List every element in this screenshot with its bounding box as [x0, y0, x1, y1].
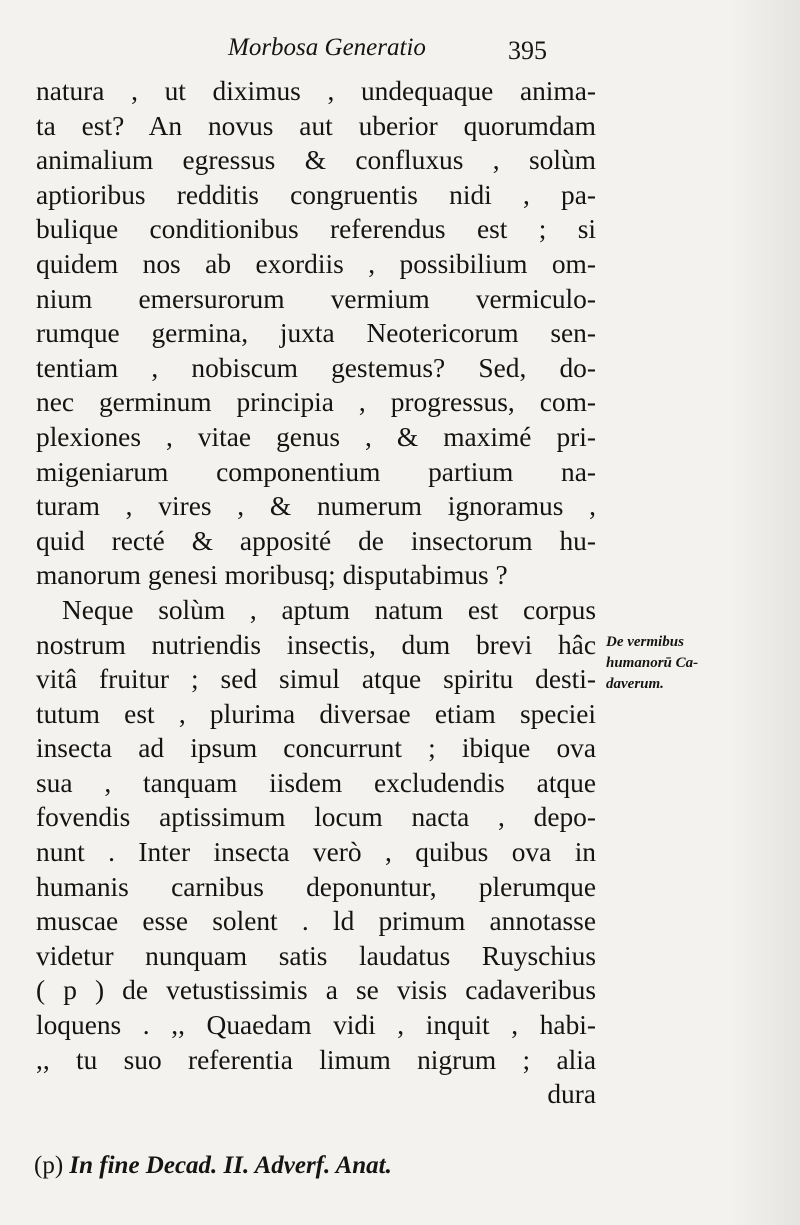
body-text: [36, 74, 596, 1112]
text-line: ta est? An novus aut uberior quorumdam: [36, 110, 596, 141]
text-line: vitâ fruitur ; sed simul atque spiritu desti-: [36, 664, 596, 695]
text-line: plexiones , vitae genus , & maximé pri-: [36, 421, 596, 452]
paragraph-start-line: Neque solùm , aptum natum est corpus: [62, 594, 596, 625]
text-line: videtur nunquam satis laudatus Ruyschius: [36, 940, 596, 971]
text-line: bulique conditionibus referendus est ; si: [36, 214, 596, 245]
margin-note-line: De vermibus: [606, 634, 684, 650]
text-line: muscae esse solent . ld primum annotasse: [36, 906, 596, 937]
catchword: dura: [547, 1079, 596, 1110]
text-line: rumque germina, juxta Neotericorum sen-: [36, 318, 596, 349]
text-line: nostrum nutriendis insectis, dum brevi hâc: [36, 629, 596, 660]
text-line: fovendis aptissimum locum nacta , depo-: [36, 802, 596, 833]
text-line: manorum genesi moribusq; disputabimus ?: [36, 560, 508, 591]
footnote-text: In fine Decad. II. Adverf. Anat.: [69, 1152, 392, 1179]
footnote: [34, 1152, 392, 1180]
text-line: quidem nos ab exordiis , possibilium om-: [36, 248, 596, 279]
text-line: natura , ut diximus , undequaque anima-: [36, 76, 596, 106]
margin-note: [606, 632, 776, 695]
text-line: sua , tanquam iisdem excludendis atque: [36, 767, 596, 798]
text-line: migeniarum componentium partium na-: [36, 456, 596, 487]
text-line: aptioribus redditis congruentis nidi , pa-: [36, 179, 596, 210]
text-line: quid recté & apposité de insectorum hu-: [36, 525, 596, 556]
text-line: loquens . ,, Quaedam vidi , inquit , habi-: [36, 1010, 596, 1041]
text-line: ,, tu suo referentia limum nigrum ; alia: [36, 1044, 596, 1075]
text-line: insecta ad ipsum concurrunt ; ibique ova: [36, 733, 596, 764]
page-number: 395: [508, 36, 547, 65]
text-line: animalium egressus & confluxus , solùm: [36, 145, 596, 176]
page-edge-shadow: [730, 0, 800, 1225]
text-line: ( p ) de vetustissimis a se visis cadaveribus: [36, 975, 596, 1006]
text-line: tutum est , plurima diversae etiam speciei: [36, 698, 596, 729]
text-line: turam , vires , & numerum ignoramus ,: [36, 491, 596, 522]
margin-note-line: daverum.: [606, 676, 664, 692]
text-line: nunt . Inter insecta verò , quibus ova in: [36, 837, 596, 868]
text-line: humanis carnibus deponuntur, plerumque: [36, 871, 596, 902]
running-title: Morbosa Generatio: [228, 34, 426, 61]
text-line: tentiam , nobiscum gestemus? Sed, do-: [36, 352, 596, 383]
text-line: nec germinum principia , progressus, com-: [36, 387, 596, 418]
footnote-mark: (p): [34, 1152, 64, 1179]
margin-note-line: humanorū Ca-: [606, 655, 699, 671]
text-line: nium emersurorum vermium vermiculo-: [36, 283, 596, 314]
